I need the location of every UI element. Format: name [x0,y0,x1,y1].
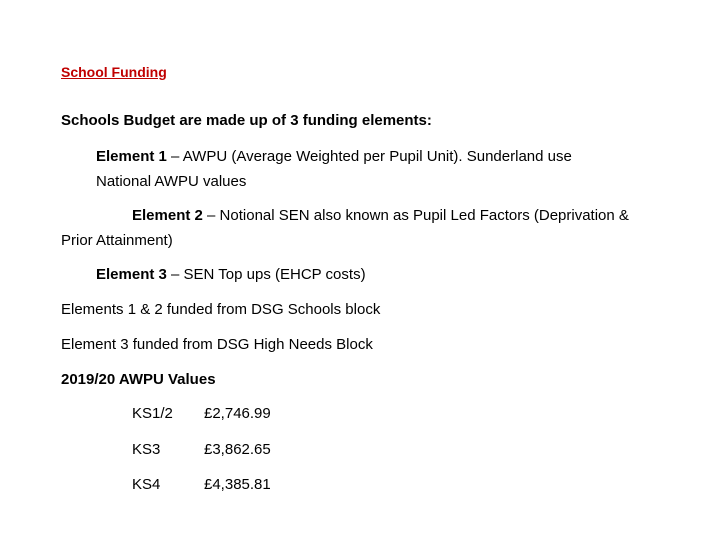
awpu-stage-ks1-2: KS1/2 [132,405,173,422]
page-title: School Funding [61,64,167,80]
element-1-label: Element 1 [96,148,167,165]
awpu-value-ks1-2: £2,746.99 [204,405,271,422]
element-1-text: – AWPU (Average Weighted per Pupil Unit). Sunderland use [166,148,572,165]
element-2-text: – Notional SEN also known as Pupil Led Factors (Deprivation & [202,207,629,224]
element-1-line-1 [96,145,572,169]
element-2-line-1 [132,204,629,228]
element-1-line-2: National AWPU values [96,173,247,190]
awpu-value-ks4: £4,385.81 [204,476,271,493]
awpu-value-ks3: £3,862.65 [204,441,271,458]
awpu-heading: 2019/20 AWPU Values [61,371,216,388]
intro-heading: Schools Budget are made up of 3 funding elements: [61,112,432,129]
note-schools-block: Elements 1 & 2 funded from DSG Schools block [61,301,381,318]
element-2-label: Element 2 [132,207,203,224]
element-3-text: – SEN Top ups (EHCP costs) [166,266,366,283]
element-3-line-1 [96,263,366,287]
awpu-stage-ks4: KS4 [132,476,161,493]
awpu-stage-ks3: KS3 [132,441,161,458]
element-3-label: Element 3 [96,266,167,283]
note-high-needs-block: Element 3 funded from DSG High Needs Block [61,336,373,353]
element-2-line-2: Prior Attainment) [61,232,173,249]
